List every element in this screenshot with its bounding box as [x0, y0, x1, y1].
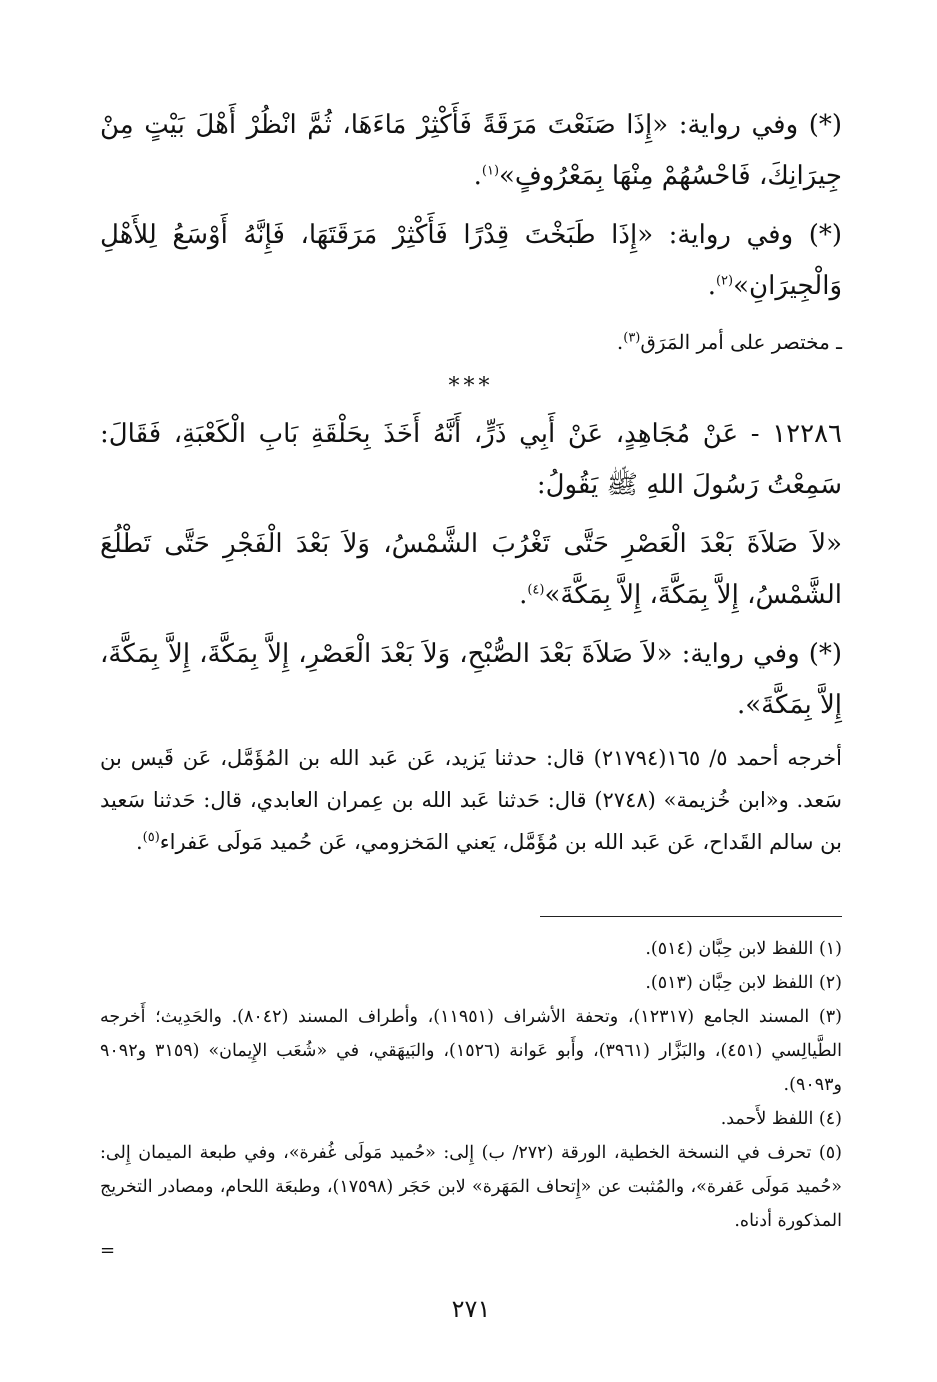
- variant-3-line-2: بِمَكَّةَ، إِلاَّ بِمَكَّةَ».: [100, 639, 842, 720]
- source-line-4: مَولَى عَفراء: [159, 830, 263, 854]
- hadith-text: «لاَ صَلاَةَ بَعْدَ الْعَصْرِ حَتَّى تَغْرُبَ الشَّمْسُ، وَلاَ بَعْدَ الْفَجْرِ حَتَّى تَطْلُعَ الشَّمْسُ، إِلاَّ بِمَكَّةَ، إِلاَّ بِمَكَّةَ»$^{(٤)}$.: [100, 529, 842, 610]
- footnote-3: [100, 1000, 842, 1102]
- footnote-2: (٢) اللفظ لابن حِبَّان (٥١٣).: [645, 973, 842, 993]
- source-attribution: أخرجه أحمد ٥/ ١٦٥(٢١٧٩٤) قال: حدثنا يَزيد، عَن عَبد الله بن المُؤَمَّل، عَن قَيس بن سَعد. و«ابن خُزيمة» (٢٧٤٨) قال: حَدثنا عَبد الله بن عِمران العابدي، قال: حَدثنا سَعيد بن سالم القَداح، عَن عَبد الله بن مُؤَمَّل، يَعني المَخزومي، عَن حُميد مَولَى عَفراء$^{(٥)}$.: [100, 746, 842, 854]
- summary-text: ـ مختصر على أمر المَرَق: [640, 330, 842, 354]
- variant-narration-3: [100, 629, 842, 731]
- summary-note: ـ مختصر على أمر المَرَق$^{(٣)}$.: [616, 330, 842, 354]
- source-line-1: أخرجه أحمد ٥/ ١٦٥(٢١٧٩٤) قال: حدثنا يَزيد، عَن عَبد الله بن المُؤَمَّل،: [220, 746, 842, 770]
- book-page: [100, 100, 842, 1360]
- footnote-3-line-3: «شُعَب الإِيمان» (٣١٥٩ و٩٠٩٢ و٩٠٩٣).: [100, 1041, 842, 1095]
- source-line-3: قال: حَدثنا سَعيد بن سالم القَداح، عَن عَبد الله بن مُؤَمَّل، يَعني المَخزومي، عَن حُميد: [100, 788, 842, 854]
- footnote-5-line-1: (٥) تحرف في النسخة الخطية، الورقة (٢٧٢/ ب) إِلى: «حُميد مَولَى غُفرة»، وفي طبعة الميمان إِلى: «حُميد: [100, 1143, 842, 1197]
- main-text: [100, 100, 842, 863]
- footnote-ref-3: (٣): [623, 330, 641, 346]
- hadith-text-line-2: الشَّمْسُ، إِلاَّ بِمَكَّةَ، إِلاَّ بِمَكَّةَ»: [544, 580, 842, 610]
- footnote-1: (١) اللفظ لابن حِبَّان (٥١٤).: [645, 939, 842, 959]
- variant-narration-1: (*) وفي رواية: «إِذَا صَنَعْتَ مَرَقَةً فَأَكْثِرْ مَاءَهَا، ثُمَّ انْظُرْ أَهْلَ بَيْتٍ مِنْ جِيرَانِكَ، فَاحْسُهُمْ مِنْهَا بِمَعْرُوفٍ»$^{(١)}$.: [100, 110, 842, 191]
- footnote-4: (٤) اللفظ لأَحمد.: [720, 1109, 842, 1129]
- hadith-header-line-1: ١٢٢٨٦ - عَنْ مُجَاهِدٍ، عَنْ أَبِي ذَرٍّ، أَنَّهُ أَخَذَ بِحَلْقَةِ بَابِ الْكَعْبَةِ، فَقَالَ:: [100, 419, 842, 449]
- footnote-ref-4: (٤): [527, 582, 545, 598]
- footnote-5-line-3: التخريج المذكورة أدناه.: [100, 1177, 842, 1231]
- footnote-3-line-1: (٣) المسند الجامع (١٢٣١٧)، وتحفة الأشراف (١١٩٥١)، وأطراف المسند (٨٠٤٢).: [231, 1007, 842, 1027]
- continuation-mark: =: [100, 1240, 116, 1261]
- footnote-divider: [540, 916, 842, 917]
- hadith-text-line-1: «لاَ صَلاَةَ بَعْدَ الْعَصْرِ حَتَّى تَغْرُبَ الشَّمْسُ، وَلاَ بَعْدَ الْفَجْرِ حَتَّى تَطْلُعَ: [100, 529, 842, 559]
- footnote-3-line-2: والحَدِيث؛ أَخرجه الطَّيالِسي (٤٥١)، والبَزَّار (٣٩٦١)، وأَبو عَوانة (١٥٢٦)، والبَيهَقي، في: [100, 1007, 842, 1061]
- footnote-ref-5: (٥): [142, 830, 160, 845]
- section-separator: ***: [448, 374, 494, 399]
- variant-2-line-1: (*) وفي رواية: «إِذَا طَبَخْتَ قِدْرًا فَأَكْثِرْ مَرَقَتَهَا، فَإِنَّهُ أَوْسَعُ لِلأَهْلِ: [100, 220, 842, 250]
- page-number: ٢٧١: [451, 1295, 491, 1323]
- footnote-5: [100, 1136, 842, 1238]
- footnote-ref-2: (٢): [715, 273, 734, 289]
- hadith-header: [100, 409, 842, 511]
- variant-1-line-2: جِيرَانِكَ، فَاحْسُهُمْ مِنْهَا بِمَعْرُوفٍ»: [499, 161, 842, 191]
- variant-3-line-1: (*) وفي رواية: «لاَ صَلاَةَ بَعْدَ الصُّبْحِ، وَلاَ بَعْدَ الْعَصْرِ، إِلاَّ بِمَكَّةَ، إِلاَّ: [168, 639, 843, 669]
- variant-narration-2: (*) وفي رواية: «إِذَا طَبَخْتَ قِدْرًا فَأَكْثِرْ مَرَقَتَهَا، فَإِنَّهُ أَوْسَعُ لِلأَهْلِ وَالْجِيرَانِ»$^{(٢)}$.: [100, 220, 842, 301]
- source-line-2: عَن قَيس بن سَعد. و«ابن خُزيمة» (٢٧٤٨) قال: حَدثنا عَبد الله بن عِمران العابدي،: [100, 746, 842, 812]
- footnote-ref-1: (١): [481, 163, 500, 179]
- hadith-header-line-2: سَمِعْتُ رَسُولَ اللهِ ﷺ يَقُولُ:: [536, 470, 842, 500]
- variant-1-line-1: (*) وفي رواية: «إِذَا صَنَعْتَ مَرَقَةً فَأَكْثِرْ مَاءَهَا، ثُمَّ انْظُرْ أَهْلَ بَيْتٍ مِنْ: [100, 110, 842, 140]
- variant-2-line-2: وَالْجِيرَانِ»: [733, 271, 842, 301]
- footnotes: [100, 932, 842, 1238]
- footnote-5-line-2: مَولَى عَفرة»، والمُثبت عن «إِتحاف المَهَرة» لابن حَجَر (١٧٥٩٨)، وطبعَة اللحام، ومصادر: [158, 1177, 790, 1197]
